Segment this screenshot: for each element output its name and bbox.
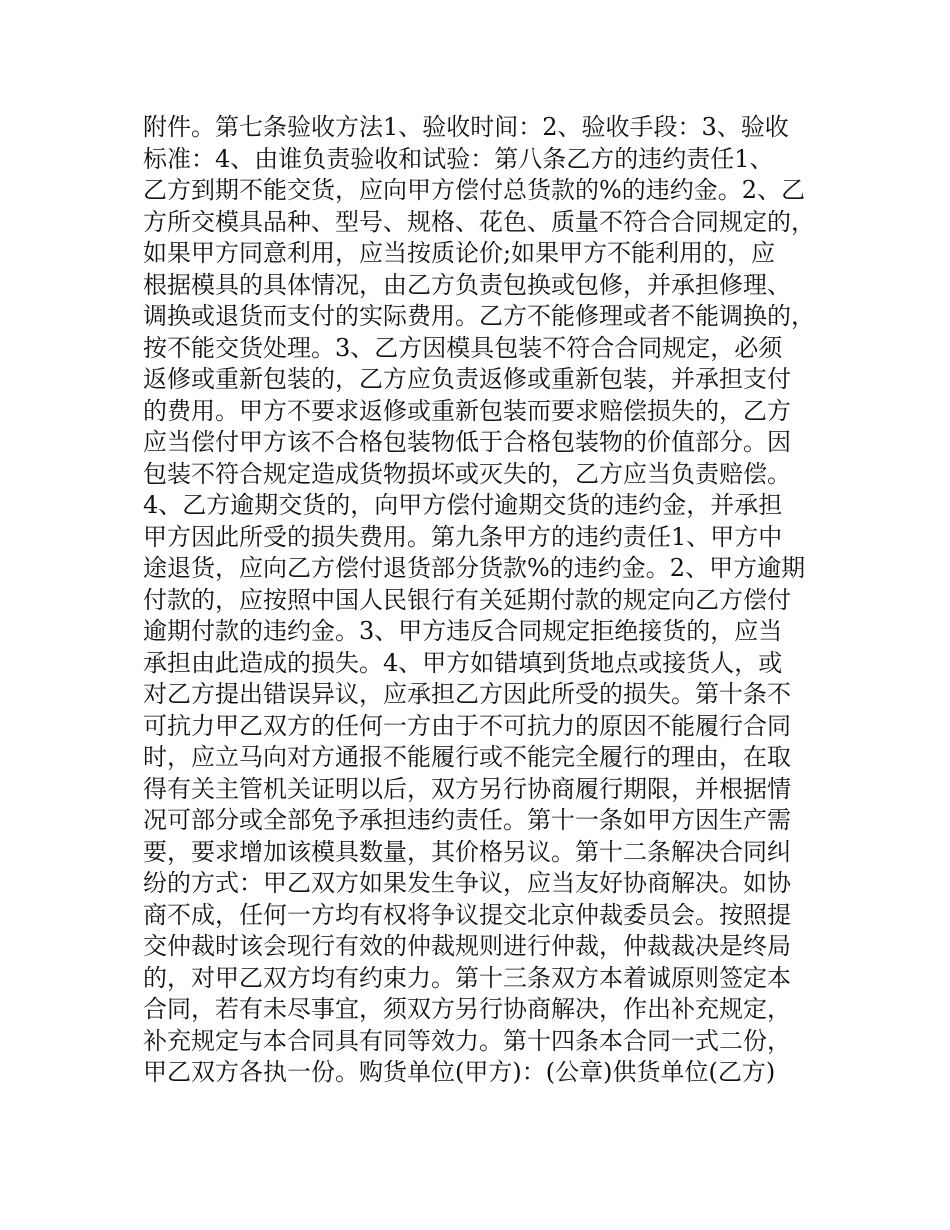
text-line-28: 的，对甲乙双方均有约束力。第十三条双方本着诚原则签定本 [143,963,791,992]
text-line-16: 付款的，应按照中国人民银行有关延期付款的规定向乙方偿付 [143,585,791,614]
text-line-2: 标准：4、由谁负责验收和试验：第八条乙方的违约责任1、 [143,144,774,173]
text-line-13: 4、乙方逾期交货的，向甲方偿付逾期交货的违约金，并承担 [143,491,783,519]
text-line-25: 纷的方式：甲乙双方如果发生争议，应当友好协商解决。如协 [143,869,791,897]
text-line-21: 时，应立马向对方通报不能履行或不能完全履行的理由，在取 [143,743,791,771]
text-line-31: 甲乙双方各执一份。购货单位(甲方)：(公章)供货单位(乙方) [143,1058,776,1086]
text-line-18: 承担由此造成的损失。4、甲方如错填到货地点或接货人，或 [143,648,783,677]
text-line-22: 得有关主管机关证明以后，双方另行协商履行期限，并根据情 [143,774,791,803]
text-line-27: 交仲裁时该会现行有效的仲裁规则进行仲裁，仲裁裁决是终局 [143,932,791,960]
text-line-7: 调换或退货而支付的实际费用。乙方不能修理或者不能调换的， [143,302,815,330]
text-line-30: 补充规定与本合同具有同等效力。第十四条本合同一式二份， [143,1026,791,1055]
text-line-3: 乙方到期不能交货，应向甲方偿付总货款的%的违约金。2、乙 [143,176,806,204]
text-line-17: 逾期付款的违约金。3、甲方违反合同规定拒绝接货的，应当 [143,617,783,645]
text-line-19: 对乙方提出错误异议，应承担乙方因此所受的损失。第十条不 [143,680,791,708]
text-line-29: 合同，若有未尽事宜，须双方另行协商解决，作出补充规定， [143,995,791,1023]
text-line-8: 按不能交货处理。3、乙方因模具包装不符合合同规定，必须 [143,333,783,362]
text-line-9: 返修或重新包装的，乙方应负责返修或重新包装，并承担支付 [143,365,791,393]
text-line-5: 如果甲方同意利用，应当按质论价;如果甲方不能利用的，应 [143,239,776,267]
text-line-10: 的费用。甲方不要求返修或重新包装而要求赔偿损失的，乙方 [143,396,791,425]
text-line-15: 途退货，应向乙方偿付退货部分货款%的违约金。2、甲方逾期 [143,554,806,582]
text-line-20: 可抗力甲乙双方的任何一方由于不可抗力的原因不能履行合同 [143,711,791,740]
text-line-26: 商不成，任何一方均有权将争议提交北京仲裁委员会。按照提 [143,900,791,929]
text-line-6: 根据模具的具体情况，由乙方负责包换或包修，并承担修理、 [143,270,791,299]
text-line-14: 甲方因此所受的损失费用。第九条甲方的违约责任1、甲方中 [143,522,783,551]
text-line-1: 附件。第七条验收方法1、验收时间：2、验收手段：3、验收 [143,113,789,141]
text-line-23: 况可部分或全部免予承担违约责任。第十一条如甲方因生产需 [143,806,791,834]
text-line-24: 要，要求增加该模具数量，其价格另议。第十二条解决合同纠 [143,837,791,866]
text-line-12: 包装不符合规定造成货物损坏或灭失的，乙方应当负责赔偿。 [143,459,791,488]
text-line-4: 方所交模具品种、型号、规格、花色、质量不符合合同规定的， [143,207,815,236]
text-line-11: 应当偿付甲方该不合格包装物低于合格包装物的价值部分。因 [143,428,791,456]
contract-text-block [143,112,833,1089]
